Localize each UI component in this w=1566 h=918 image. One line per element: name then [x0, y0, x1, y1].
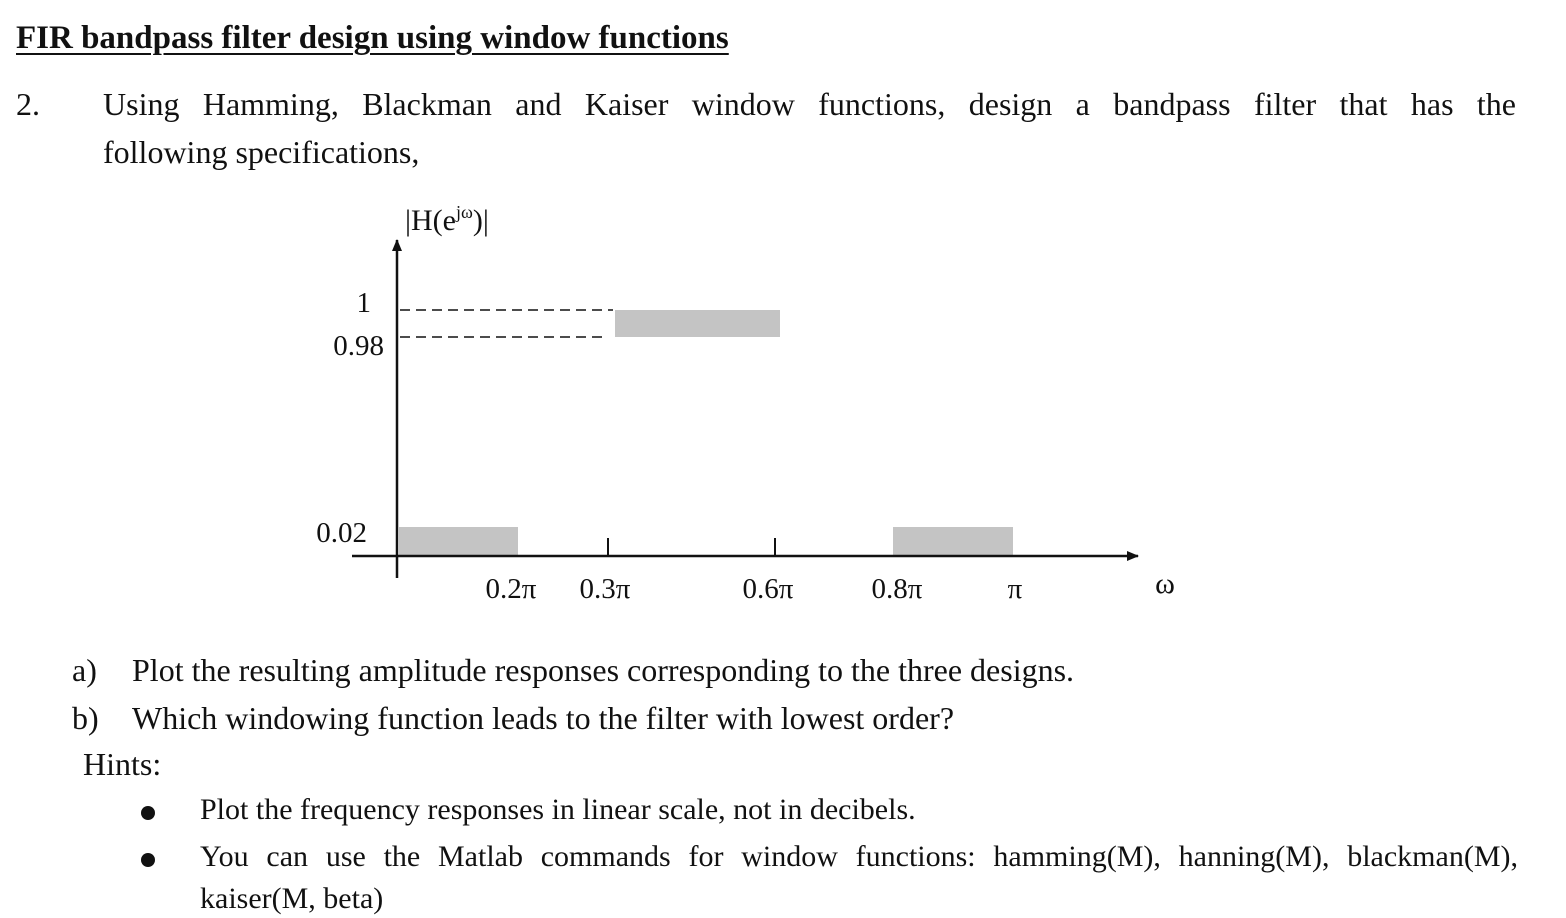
part-a [72, 652, 1074, 689]
part-a-marker: a) [72, 652, 97, 688]
x-tick-label-0.8pi: 0.8π [871, 573, 923, 605]
x-tick-label-pi: π [1007, 573, 1023, 605]
part-b-marker: b) [72, 700, 99, 736]
x-tick-label-0.6pi: 0.6π [742, 573, 794, 605]
page-title: FIR bandpass filter design using window functions [16, 20, 729, 56]
question-text-line-1: Using Hamming, Blackman and Kaiser window functions, design a bandpass filter that has the [103, 86, 1516, 122]
y-axis-label: $|H(e^{j\omega})|$ [405, 202, 489, 237]
x-tick-label-0.3pi: 0.3π [579, 573, 631, 605]
hint-item-2-continued: kaiser(M, beta) [200, 882, 384, 915]
question-text-line-2: following specifications, [103, 134, 420, 170]
x-axis-label: ω [1155, 567, 1175, 600]
hints-heading: Hints: [83, 746, 162, 782]
x-tick-label-0.2pi: 0.2π [485, 573, 537, 605]
lower-stopband-band [399, 527, 518, 555]
hint-item-1: Plot the frequency responses in linear scale, not in decibels. [200, 793, 916, 826]
hint-item-2: You can use the Matlab commands for window functions: hamming(M), hanning(M), blackman(M), [200, 840, 1518, 873]
bullet-icon [141, 853, 155, 867]
passband-band [615, 310, 780, 337]
upper-stopband-band [893, 527, 1013, 555]
bullet-icon [141, 806, 155, 820]
part-a-text: Plot the resulting amplitude responses corresponding to the three designs. [132, 652, 1075, 688]
question-number: 2. [16, 86, 40, 122]
y-tick-label-1: 1 [356, 287, 371, 319]
part-b [72, 700, 954, 737]
y-tick-label-0.98: 0.98 [333, 330, 384, 362]
y-tick-label-0.02: 0.02 [316, 517, 367, 549]
part-b-text: Which windowing function leads to the filter with lowest order? [132, 700, 955, 736]
